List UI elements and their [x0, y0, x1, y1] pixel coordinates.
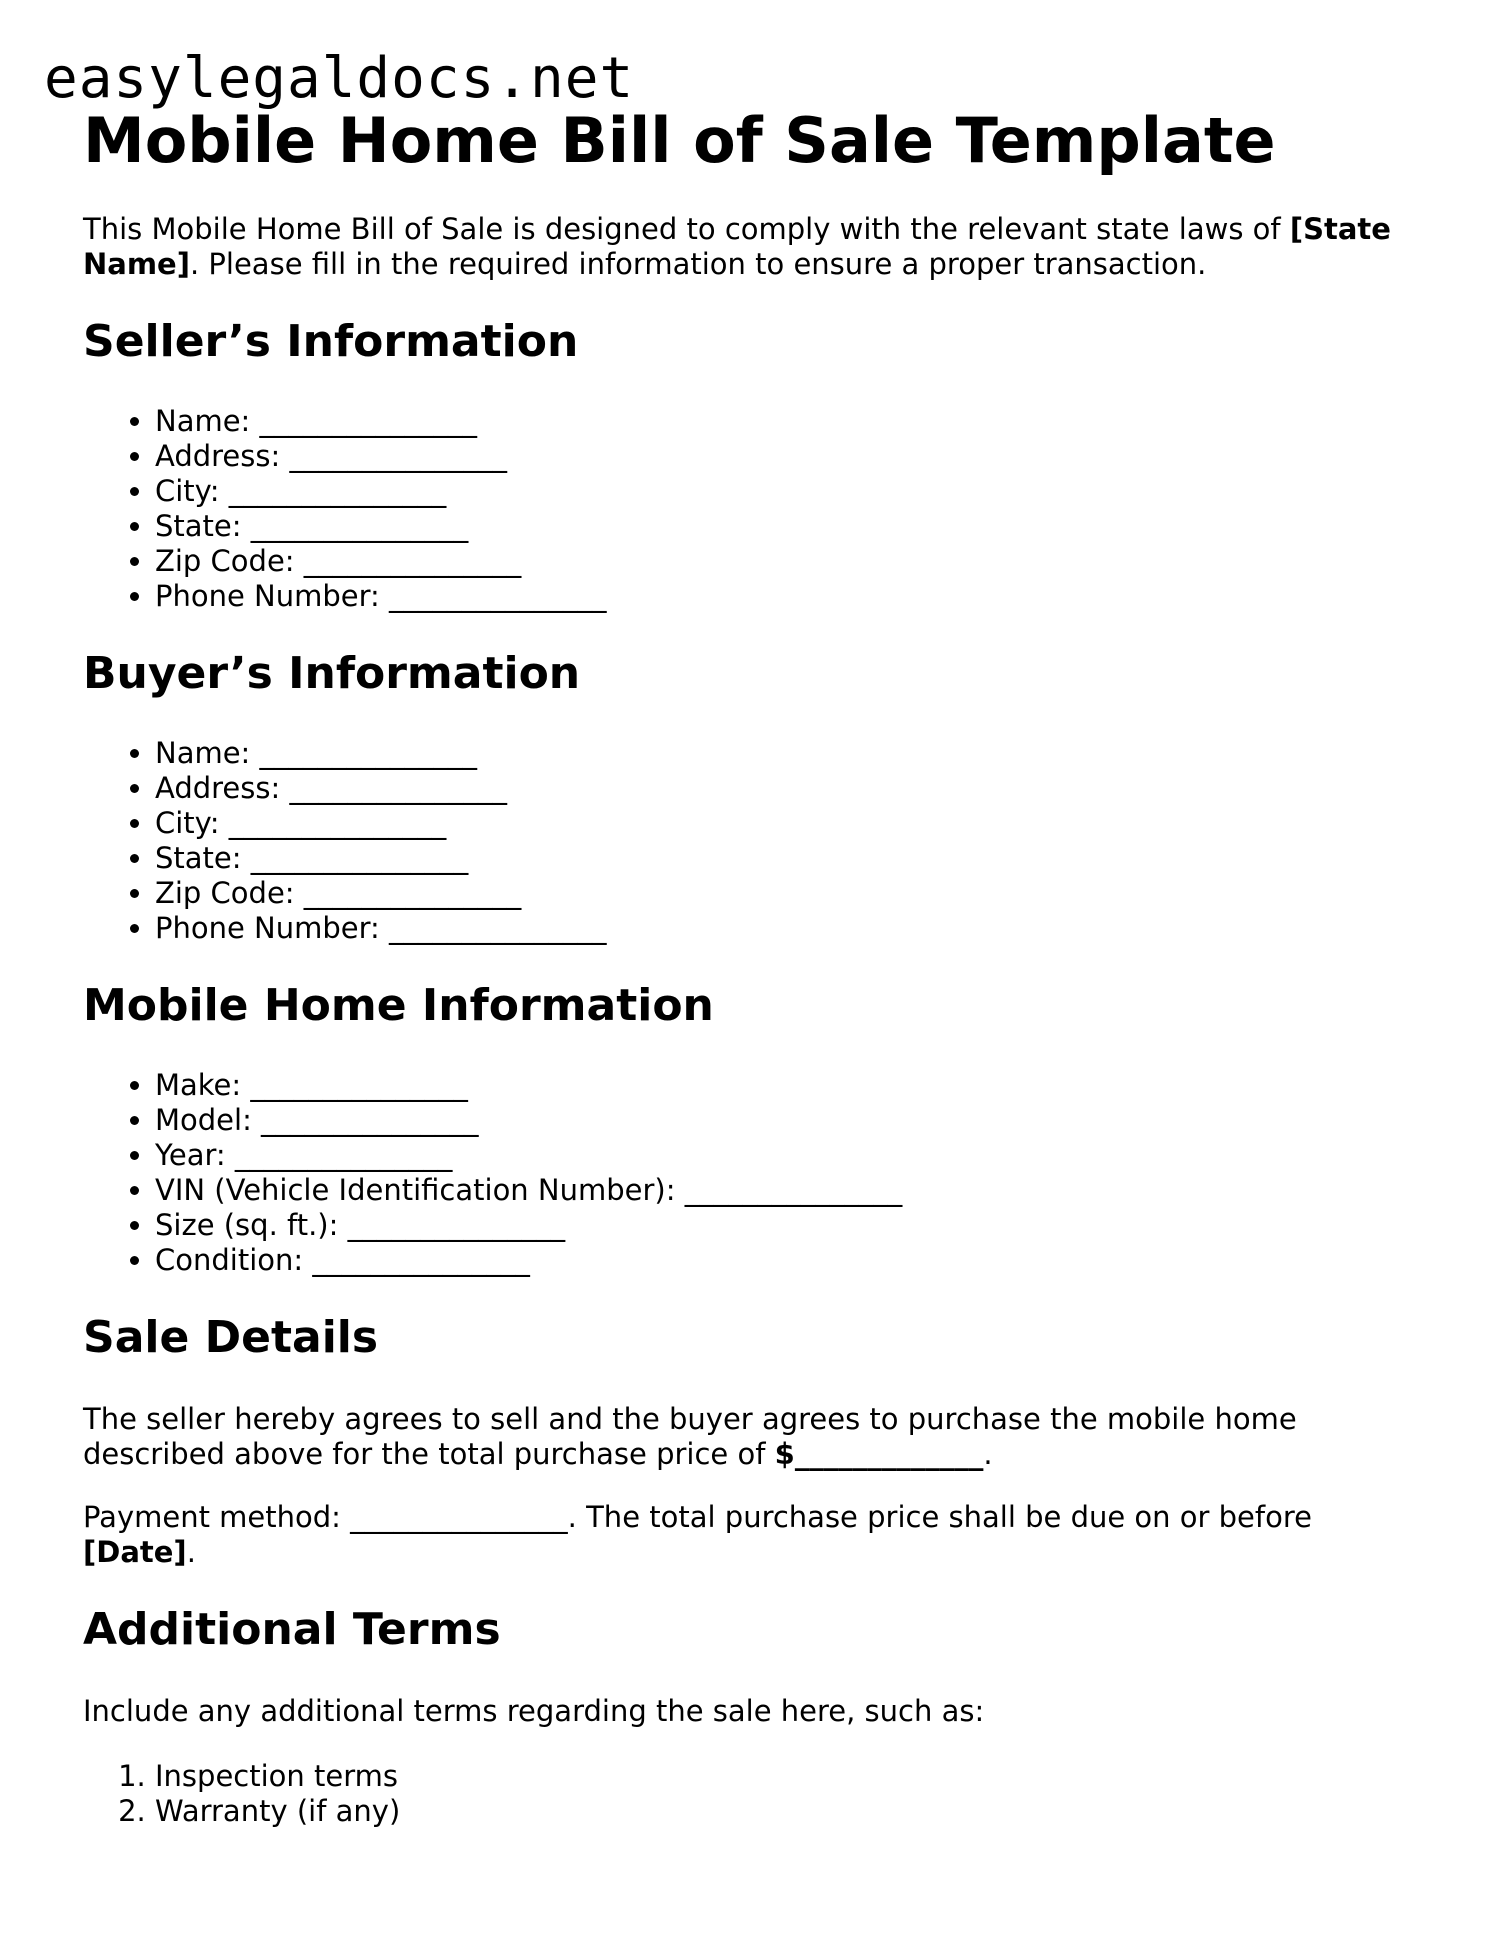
- year-field: • Year: _______________: [155, 1138, 1423, 1173]
- additional-terms-intro: Include any additional terms regarding the sale here, such as:: [83, 1694, 985, 1728]
- model-field: • Model: _______________: [155, 1103, 1423, 1138]
- payment-paragraph: [83, 1500, 1423, 1570]
- sale-price-end: .: [983, 1437, 993, 1471]
- condition-field: • Condition: _______________: [155, 1243, 1423, 1278]
- buyer-city-field: • City: _______________: [155, 806, 1423, 841]
- intro-text: This Mobile Home Bill of Sale is designed to comply with the relevant state laws of: [83, 212, 1290, 246]
- date-placeholder: [Date]: [83, 1535, 187, 1569]
- seller-fields-list: [83, 404, 1423, 614]
- page-title: Mobile Home Bill of Sale Template: [83, 104, 1276, 177]
- intro-text-end: . Please fill in the required information to ensure a proper transaction.: [189, 247, 1207, 281]
- inspection-terms-item: 1. Inspection terms: [155, 1759, 1423, 1794]
- state-placeholder: [State Name]: [83, 212, 1391, 281]
- intro-paragraph: [83, 212, 1423, 282]
- buyer-zip-field: • Zip Code: _______________: [155, 876, 1423, 911]
- price-blank: $_____________: [774, 1437, 984, 1471]
- seller-state-field: • State: _______________: [155, 509, 1423, 544]
- seller-zip-field: • Zip Code: _______________: [155, 544, 1423, 579]
- seller-phone-field: • Phone Number: _______________: [155, 579, 1423, 614]
- make-field: • Make: _______________: [155, 1068, 1423, 1103]
- buyer-state-field: • State: _______________: [155, 841, 1423, 876]
- watermark: easylegaldocs.net: [44, 46, 635, 111]
- sale-details-heading: Sale Details: [83, 1312, 379, 1363]
- vin-field: • VIN (Vehicle Identification Number): _______________: [155, 1173, 1423, 1208]
- sale-price-text: The seller hereby agrees to sell and the buyer agrees to purchase the mobile home described above for the total purchase price of: [83, 1402, 1297, 1471]
- seller-city-field: • City: _______________: [155, 474, 1423, 509]
- size-field: • Size (sq. ft.): _______________: [155, 1208, 1423, 1243]
- document: [83, 104, 1423, 1829]
- additional-terms-list: [83, 1759, 1423, 1829]
- seller-name-field: • Name: _______________: [155, 404, 1423, 439]
- payment-end: .: [186, 1535, 196, 1569]
- warranty-item: 2. Warranty (if any): [155, 1794, 1423, 1829]
- seller-heading: Seller’s Information: [83, 316, 579, 367]
- additional-terms-heading: Additional Terms: [83, 1604, 501, 1655]
- buyer-fields-list: [83, 736, 1423, 946]
- mobile-home-fields-list: [83, 1068, 1423, 1278]
- buyer-heading: Buyer’s Information: [83, 648, 581, 699]
- buyer-address-field: • Address: _______________: [155, 771, 1423, 806]
- sale-price-paragraph: [83, 1402, 1423, 1472]
- mobile-home-heading: Mobile Home Information: [83, 980, 714, 1031]
- seller-address-field: • Address: _______________: [155, 439, 1423, 474]
- buyer-phone-field: • Phone Number: _______________: [155, 911, 1423, 946]
- payment-text: Payment method: _______________. The total purchase price shall be due on or before: [83, 1500, 1312, 1534]
- buyer-name-field: • Name: _______________: [155, 736, 1423, 771]
